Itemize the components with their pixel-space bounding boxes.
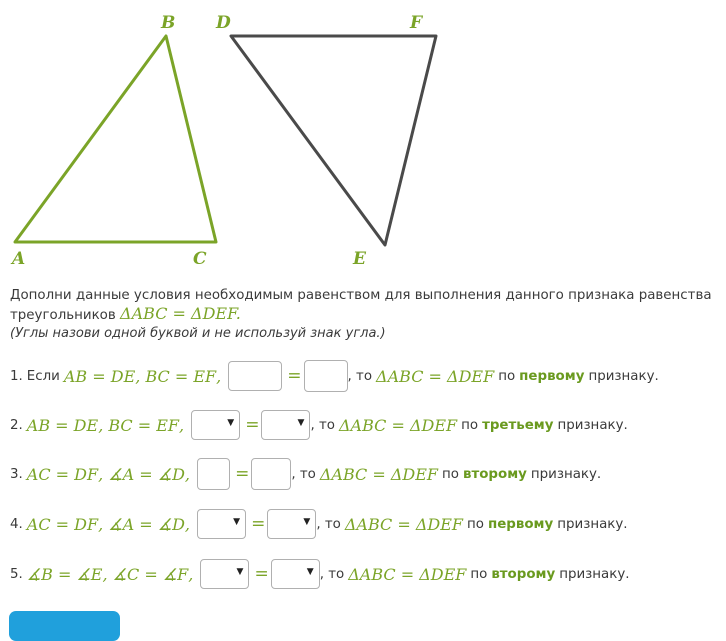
answer-input-left[interactable] xyxy=(197,458,230,490)
conclusion: ΔABC = ΔDEF xyxy=(344,514,464,534)
vertex-a-label: A xyxy=(12,249,26,269)
chevron-down-icon: ▼ xyxy=(303,517,311,527)
condition-1: ∡B = ∡E xyxy=(26,564,103,584)
condition-2: ∡C = ∡F xyxy=(112,564,189,584)
row-number: 1. xyxy=(10,368,23,384)
po-word: по xyxy=(498,368,516,384)
instruction-math: ΔABC = ΔDEF xyxy=(120,304,236,323)
answer-input-right[interactable] xyxy=(251,458,291,490)
condition-2: BC = EF xyxy=(108,415,180,435)
then-word: то xyxy=(299,466,316,482)
chevron-down-icon: ▼ xyxy=(236,567,244,577)
condition-1: AB = DE xyxy=(26,415,99,435)
instruction-line-1: Дополни данные условия необходимым равенством для выполнения данного признака равенства xyxy=(10,288,712,303)
equals-sign: = xyxy=(251,514,266,534)
row-end: признаку. xyxy=(559,566,630,582)
row-number: 2. xyxy=(10,417,23,433)
instructions xyxy=(10,287,722,343)
answer-select-right[interactable] xyxy=(261,410,310,440)
conclusion: ΔABC = ΔDEF xyxy=(348,564,467,584)
po-word: по xyxy=(470,566,488,582)
triangles-figure xyxy=(0,0,726,280)
po-word: по xyxy=(467,516,484,532)
answer-input-left[interactable] xyxy=(228,361,282,391)
equals-sign: = xyxy=(235,464,250,484)
condition-1: AC = DF xyxy=(26,514,99,534)
row-end: признаку. xyxy=(557,417,628,433)
task-row-1: 1. Если AB = DE , BC = EF , = , то ΔABC = ΔDEF по первому признаку. xyxy=(10,361,659,391)
condition-2: ∡A = ∡D xyxy=(108,464,185,484)
task-row-4: 4. AC = DF , ∡A = ∡D , ▼ = ▼ , то ΔABC = ΔDEF по первому признаку. xyxy=(10,509,628,539)
then-word: то xyxy=(328,566,345,582)
task-row-5: 5. ∡B = ∡E , ∡C = ∡F , ▼ = ▼ , то ΔABC = ΔDEF по второму признаку. xyxy=(10,559,630,589)
answer-select-left[interactable] xyxy=(200,559,249,589)
chevron-down-icon: ▼ xyxy=(227,418,235,428)
vertex-f-label: F xyxy=(410,13,423,33)
task-row-3: 3. AC = DF , ∡A = ∡D , = , то ΔABC = ΔDEF по второму признаку. xyxy=(10,459,601,489)
triangle-abc xyxy=(15,36,216,242)
vertex-d-label: D xyxy=(216,13,231,33)
instruction-hint: (Углы назови одной буквой и не используй знак угла.) xyxy=(10,326,386,341)
po-word: по xyxy=(461,417,479,433)
equals-sign: = xyxy=(254,564,269,584)
row-end: признаку. xyxy=(588,368,659,384)
then-word: то xyxy=(324,516,341,532)
criterion-keyword: второму xyxy=(491,566,556,582)
then-word: то xyxy=(356,368,373,384)
instruction-line-2 xyxy=(10,305,722,325)
row-number: 4. xyxy=(10,516,23,532)
criterion-keyword: первому xyxy=(519,368,585,384)
equals-sign: = xyxy=(245,415,260,435)
answer-select-left[interactable] xyxy=(197,509,246,539)
conclusion: ΔABC = ΔDEF xyxy=(376,366,495,386)
vertex-e-label: E xyxy=(353,249,366,269)
row-end: признаку. xyxy=(557,516,628,532)
criterion-keyword: первому xyxy=(487,516,554,532)
answer-select-left[interactable] xyxy=(191,410,240,440)
answer-select-right[interactable] xyxy=(267,509,316,539)
row-number: 3. xyxy=(10,466,23,482)
row-end: признаку. xyxy=(530,466,602,482)
chevron-down-icon: ▼ xyxy=(233,517,241,527)
task-row-2: 2. AB = DE , BC = EF , ▼ = ▼ , то ΔABC = ΔDEF по третьему признаку. xyxy=(10,410,628,440)
then-word: то xyxy=(318,417,335,433)
condition-1: AB = DE xyxy=(63,366,136,386)
chevron-down-icon: ▼ xyxy=(297,418,305,428)
criterion-keyword: второму xyxy=(462,466,527,482)
condition-1: AC = DF xyxy=(26,464,99,484)
vertex-c-label: C xyxy=(193,249,207,269)
chevron-down-icon: ▼ xyxy=(306,567,314,577)
triangle-def xyxy=(231,36,436,245)
condition-2: BC = EF xyxy=(145,366,217,386)
answer-select-right[interactable] xyxy=(271,559,320,589)
po-word: по xyxy=(442,466,459,482)
row-number: 5. xyxy=(10,566,23,582)
vertex-b-label: B xyxy=(161,13,176,33)
conclusion: ΔABC = ΔDEF xyxy=(319,464,439,484)
instruction-line-2-text: треугольников xyxy=(10,308,116,323)
submit-button[interactable] xyxy=(9,611,120,641)
row-prefix: Если xyxy=(26,368,60,384)
instruction-period: . xyxy=(235,304,241,323)
equals-sign: = xyxy=(287,366,302,386)
criterion-keyword: третьему xyxy=(482,417,554,433)
conclusion: ΔABC = ΔDEF xyxy=(338,415,458,435)
answer-input-right[interactable] xyxy=(304,360,348,392)
condition-2: ∡A = ∡D xyxy=(108,514,185,534)
